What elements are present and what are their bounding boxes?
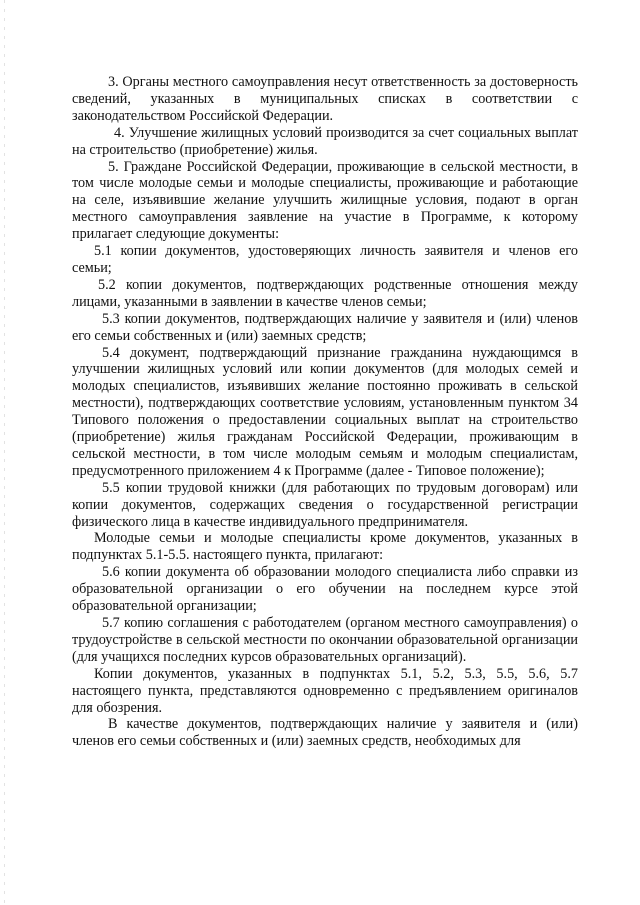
paragraph-5-4: 5.4 документ, подтверждающий признание гражданина нуждающимся в улучшении жилищных условий или копии документов (для молодых семей и молодых специалистов, изъявивших желание постоянно проживать в сельской местности), подтверждающих соответствие условиям, установленным пунктом 34 Типового положения о предоставлении социальных выплат на строительство (приобретение) жилья гражданам Российской Федерации, проживающим в сельской местности, в том числе молодым семьям и молодым специалистам, предусмотренного приложением 4 к Программе (далее - Типовое положение); bbox=[72, 344, 578, 479]
paragraph-5-5: 5.5 копии трудовой книжки (для работающих по трудовым договорам) или копии документов, содержащих сведения о государственной регистрации физического лица в качестве индивидуального предпринимателя. bbox=[72, 479, 578, 530]
document-body bbox=[72, 74, 578, 750]
paragraph-5-2: 5.2 копии документов, подтверждающих родственные отношения между лицами, указанными в заявлении в качестве членов семьи; bbox=[72, 276, 578, 310]
paragraph-4: 4. Улучшение жилищных условий производится за счет социальных выплат на строительство (приобретение) жилья. bbox=[72, 124, 578, 158]
paragraph-5-7: 5.7 копию соглашения с работодателем (органом местного самоуправления) о трудоустройстве в сельской местности по окончании образовательной организации (для учащихся последних курсов образовательных организаций). bbox=[72, 615, 578, 665]
paragraph-5-3: 5.3 копии документов, подтверждающих наличие у заявителя и (или) членов его семьи собственных и (или) заемных средств; bbox=[72, 310, 578, 344]
paragraph-3: 3. Органы местного самоуправления несут ответственность за достоверность сведений, указанных в муниципальных списках в соответствии с законодательством Российской Федерации. bbox=[72, 74, 578, 124]
scan-edge-mark bbox=[4, 0, 5, 905]
paragraph-young-families: Молодые семьи и молодые специалисты кроме документов, указанных в подпунктах 5.1-5.5. настоящего пункта, прилагают: bbox=[72, 530, 578, 564]
paragraph-own-funds: В качестве документов, подтверждающих наличие у заявителя и (или) членов его семьи собственных и (или) заемных средств, необходимых для bbox=[72, 716, 578, 750]
paragraph-copies: Копии документов, указанных в подпунктах 5.1, 5.2, 5.3, 5.5, 5.6, 5.7 настоящего пункта, представляются одновременно с предъявлением оригиналов для обозрения. bbox=[72, 665, 578, 716]
paragraph-5-1: 5.1 копии документов, удостоверяющих личность заявителя и членов его семьи; bbox=[72, 243, 578, 276]
paragraph-5: 5. Граждане Российской Федерации, проживающие в сельской местности, в том числе молодые семьи и молодые специалисты, проживающие и работающие на селе, изъявившие желание улучшить жилищные условия, подают в орган местного самоуправления заявление на участие в Программе, к которому прилагает следующие документы: bbox=[72, 158, 578, 243]
paragraph-5-6: 5.6 копии документа об образовании молодого специалиста либо справки из образовательной организации о его обучении на последнем курсе этой образовательной организации; bbox=[72, 564, 578, 615]
